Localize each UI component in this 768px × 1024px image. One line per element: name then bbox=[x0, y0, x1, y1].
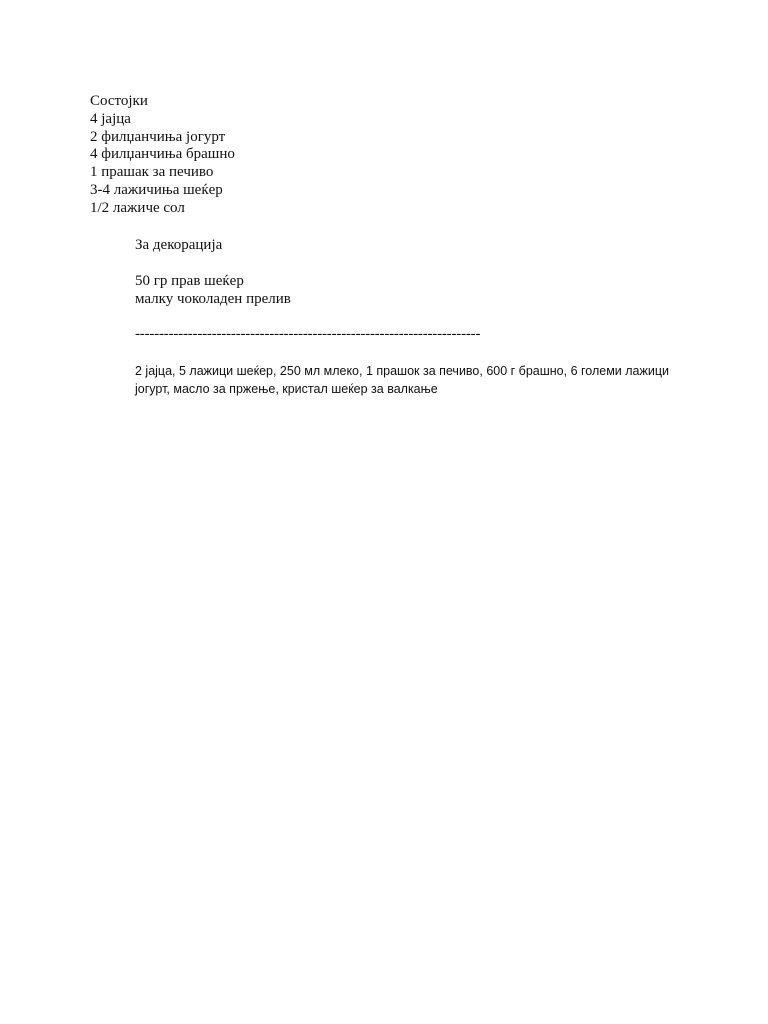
ingredient-item: 3-4 лажичиња шеќер bbox=[90, 181, 223, 198]
ingredient-item: 4 филџанчиња брашно bbox=[90, 146, 235, 163]
ingredient-item: 1 прашак за печиво bbox=[90, 164, 214, 181]
dashed-separator: ------------------------------------------------------------------------ bbox=[135, 326, 481, 342]
ingredients-list bbox=[90, 93, 235, 218]
ingredient-item: 4 јајца bbox=[90, 110, 131, 127]
alternative-recipe-paragraph: 2 јајца, 5 лажици шеќер, 250 мл млеко, 1 прашок за печиво, 600 г брашно, 6 големи лажици јогурт, масло за пржење, кристал шеќер за валкање bbox=[135, 364, 669, 396]
ingredient-item: 1/2 лажиче сол bbox=[90, 199, 185, 216]
decoration-heading: За декорација bbox=[135, 237, 223, 253]
decoration-list bbox=[135, 272, 291, 308]
decoration-item: малку чоколаден прелив bbox=[135, 291, 291, 307]
ingredient-item: 2 филџанчиња јогурт bbox=[90, 128, 226, 145]
ingredients-heading: Состојки bbox=[90, 93, 148, 109]
decoration-item: 50 гр прав шеќер bbox=[135, 273, 244, 289]
